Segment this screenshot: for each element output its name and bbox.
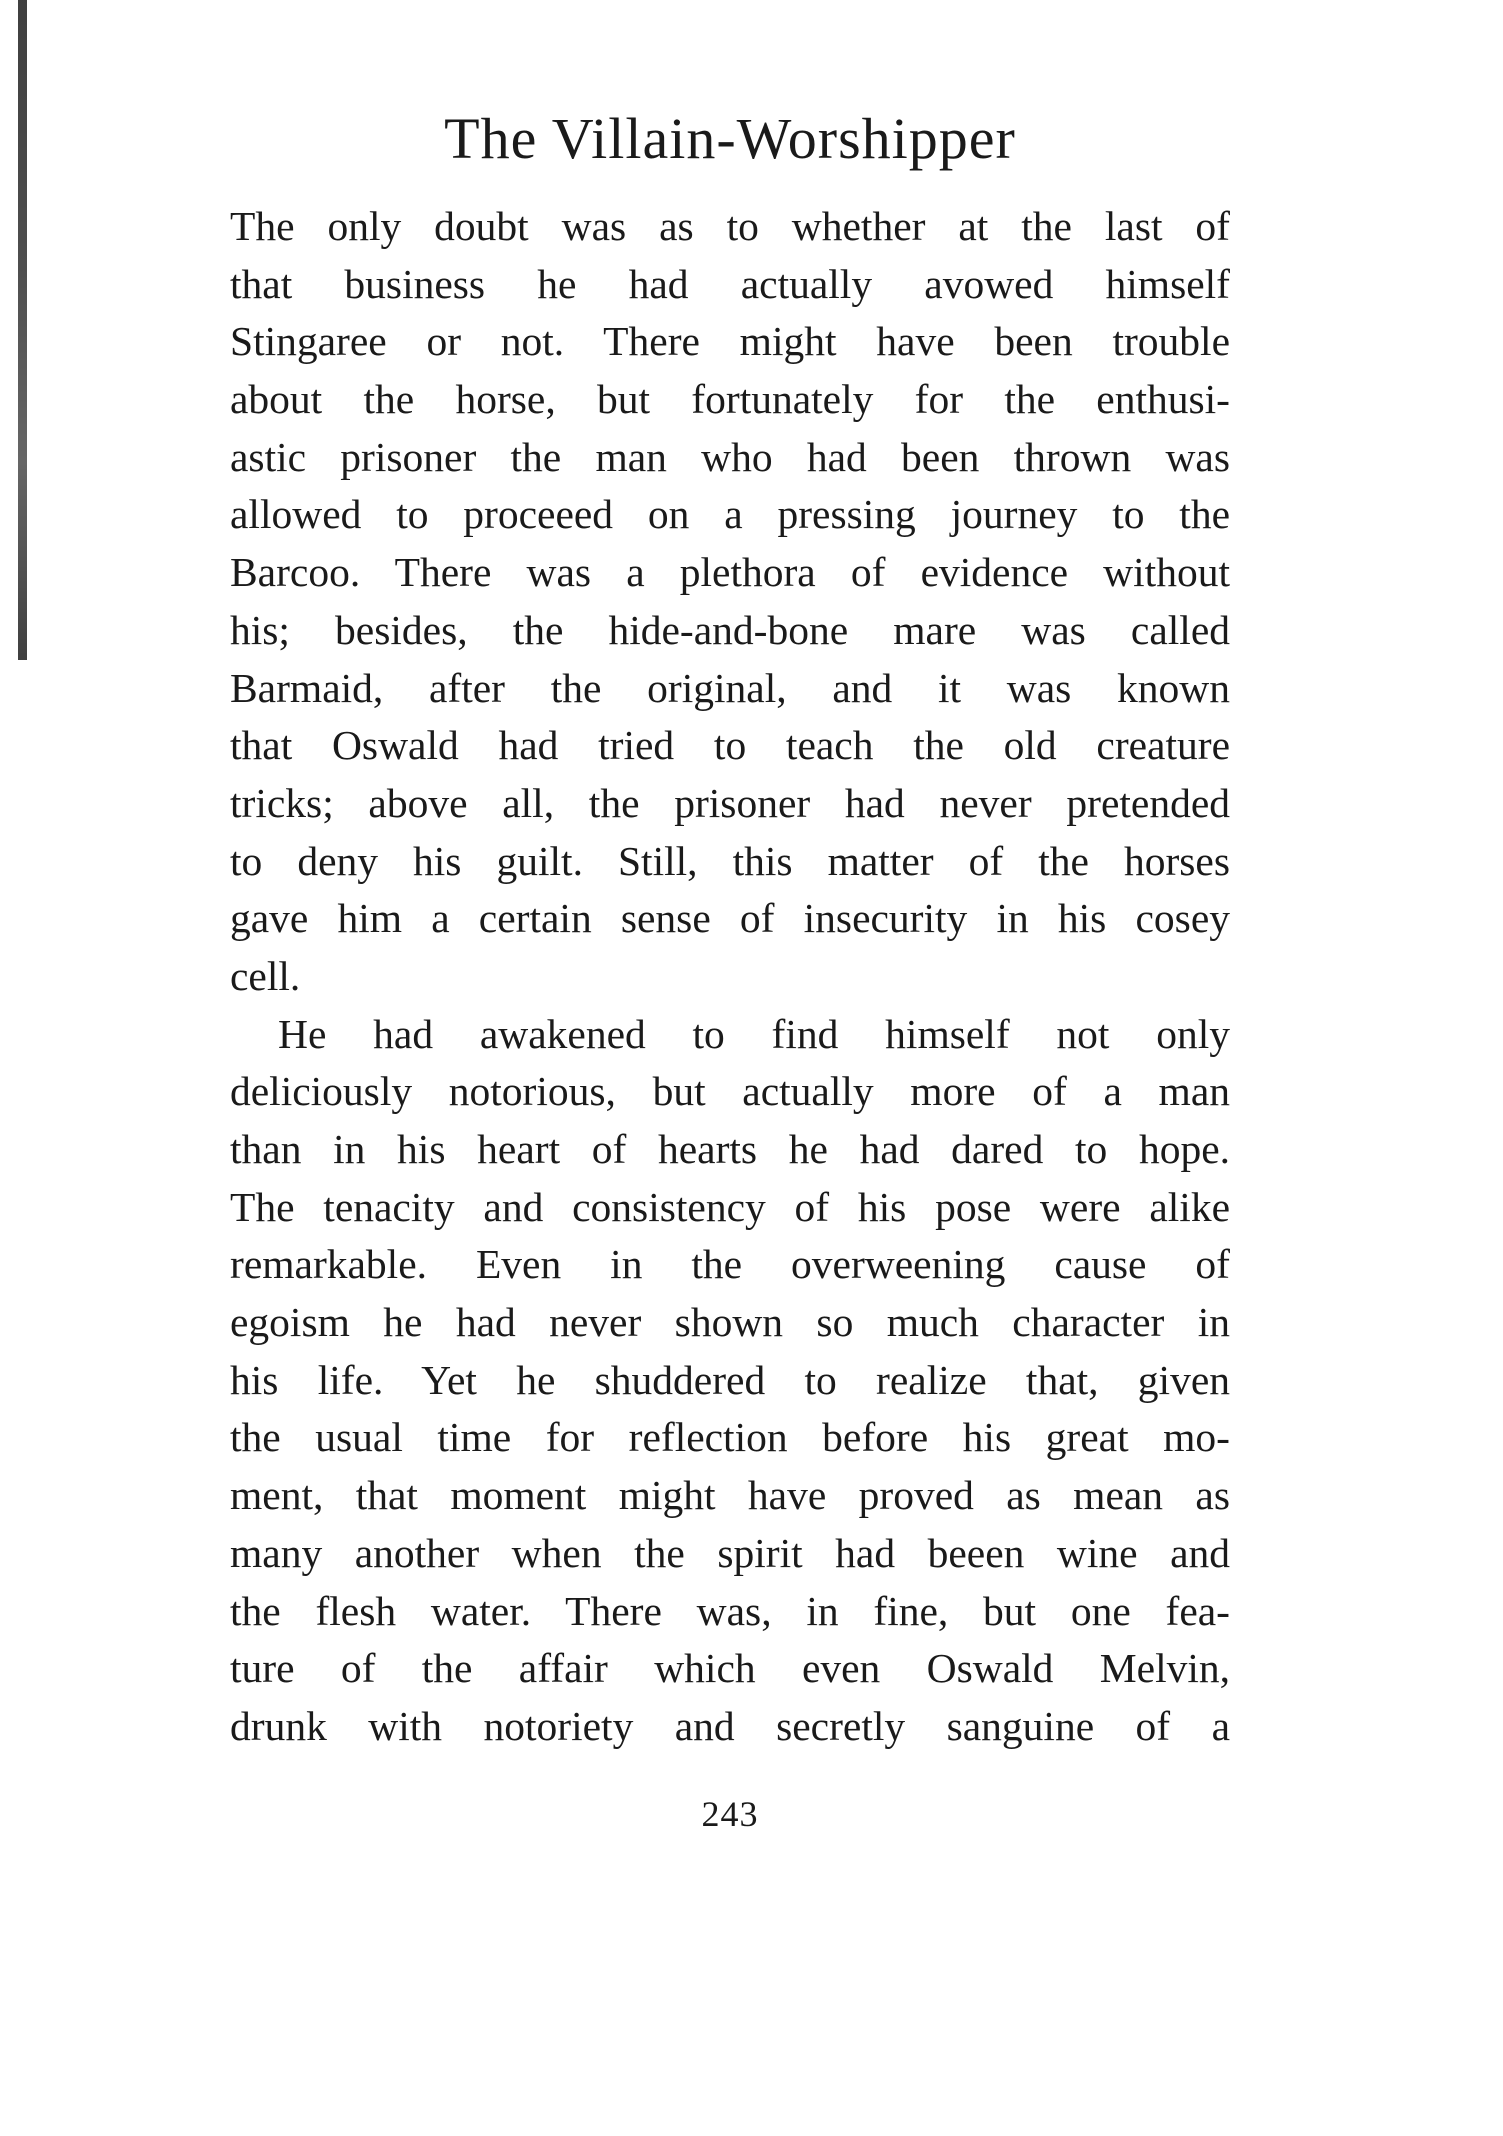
- text-line: The tenacity and consistency of his pose were alike: [230, 1183, 1230, 1230]
- text-line: Barcoo. There was a plethora of evidence without: [230, 549, 1230, 596]
- text-line: the flesh water. There was, in fine, but one fea-: [230, 1587, 1230, 1634]
- running-head: The Villain-Worshipper: [444, 106, 1016, 171]
- text-line: about the horse, but fortunately for the enthusi-: [230, 376, 1230, 423]
- text-line: tricks; above all, the prisoner had never pretended: [230, 779, 1230, 826]
- page-number: 243: [701, 1794, 759, 1834]
- text-line: many another when the spirit had beeen wine and: [230, 1529, 1230, 1576]
- text-line: astic prisoner the man who had been thrown was: [230, 433, 1230, 480]
- body-text: [230, 198, 1230, 1756]
- text-line: drunk with notoriety and secretly sanguine of a: [230, 1702, 1230, 1749]
- text-line: He had awakened to find himself not only: [278, 1010, 1230, 1057]
- text-line: allowed to proceeed on a pressing journey to the: [230, 491, 1230, 538]
- text-line: his; besides, the hide-and-bone mare was called: [230, 606, 1230, 653]
- text-line: ture of the affair which even Oswald Melvin,: [230, 1645, 1230, 1692]
- text-line: The only doubt was as to whether at the last of: [230, 203, 1230, 249]
- text-line: Stingaree or not. There might have been trouble: [230, 318, 1230, 365]
- text-line: cell.: [230, 952, 301, 999]
- text-line: Barmaid, after the original, and it was known: [230, 664, 1230, 711]
- text-line: gave him a certain sense of insecurity in his cosey: [230, 895, 1230, 942]
- text-line: that Oswald had tried to teach the old creature: [230, 722, 1230, 769]
- text-line: to deny his guilt. Still, this matter of the horses: [230, 837, 1230, 884]
- text-line: ment, that moment might have proved as mean as: [230, 1472, 1230, 1519]
- text-line: than in his heart of hearts he had dared to hope.: [230, 1126, 1230, 1172]
- text-line: egoism he had never shown so much character in: [230, 1299, 1230, 1346]
- text-line: the usual time for reflection before his great mo-: [230, 1414, 1230, 1461]
- text-line: his life. Yet he shuddered to realize that, given: [230, 1356, 1230, 1403]
- text-line: deliciously notorious, but actually more of a man: [230, 1068, 1230, 1115]
- page-edge-shadow: [18, 0, 27, 660]
- text-line: remarkable. Even in the overweening cause of: [230, 1241, 1230, 1288]
- text-line: that business he had actually avowed himself: [230, 260, 1230, 307]
